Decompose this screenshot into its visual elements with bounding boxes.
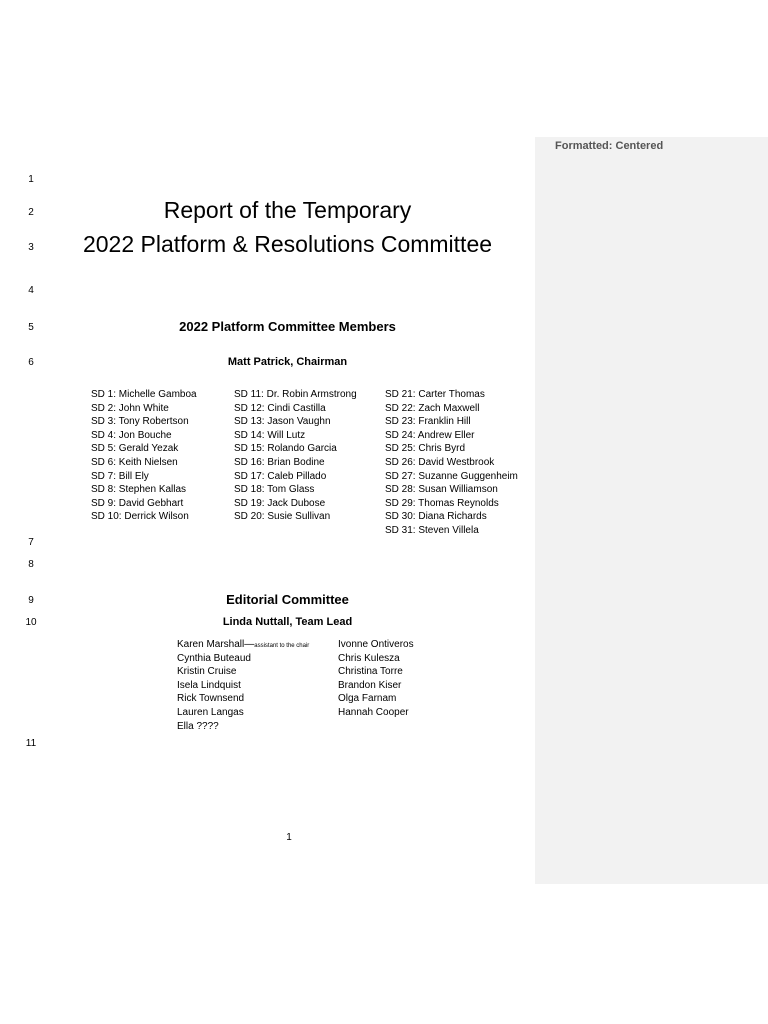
line-number: 10 <box>25 617 37 628</box>
editorial-member: Olga Farnam <box>338 693 397 705</box>
member-entry: SD 4: Jon Bouche <box>91 429 172 441</box>
editorial-member: Brandon Kiser <box>338 679 402 691</box>
line-number: 2 <box>28 207 34 218</box>
member-entry: SD 7: Bill Ely <box>91 470 149 482</box>
member-entry: SD 3: Tony Robertson <box>91 416 189 428</box>
editorial-member: Cynthia Buteaud <box>177 652 251 664</box>
document-title-line-1: Report of the Temporary <box>163 197 412 223</box>
member-entry: SD 14: Will Lutz <box>234 429 306 441</box>
line-number: 4 <box>28 285 34 296</box>
editorial-member: Ella ???? <box>177 720 219 732</box>
editorial-column-2 <box>338 638 414 720</box>
member-entry: SD 1: Michelle Gamboa <box>91 389 197 400</box>
member-entry: SD 23: Franklin Hill <box>385 416 471 428</box>
editorial-member: Rick Townsend <box>177 693 245 705</box>
editorial-committee-heading: Editorial Committee <box>226 592 349 607</box>
member-entry: SD 10: Derrick Wilson <box>91 511 189 523</box>
page-number: 1 <box>286 832 292 843</box>
editorial-member: Christina Torre <box>338 666 403 678</box>
member-entry: SD 30: Diana Richards <box>385 511 487 523</box>
comment-label: Formatted: Centered <box>555 140 664 152</box>
line-number: 1 <box>28 174 34 185</box>
editorial-member: Kristin Cruise <box>177 666 237 678</box>
member-entry: SD 15: Rolando Garcia <box>234 443 337 455</box>
members-column-2 <box>234 388 357 524</box>
line-number: 11 <box>25 738 37 749</box>
line-number: 7 <box>28 537 34 548</box>
line-number: 9 <box>28 595 34 606</box>
editorial-member: Isela Lindquist <box>177 679 241 691</box>
line-number: 5 <box>28 322 34 333</box>
member-entry: SD 22: Zach Maxwell <box>385 402 480 414</box>
member-entry: SD 2: John White <box>91 402 169 414</box>
member-entry: SD 25: Chris Byrd <box>385 443 466 455</box>
member-entry: SD 12: Cindi Castilla <box>234 402 326 414</box>
member-entry: SD 17: Caleb Pillado <box>234 470 327 482</box>
member-entry: SD 13: Jason Vaughn <box>234 416 331 428</box>
document-title-line-2: 2022 Platform & Resolutions Committee <box>82 231 493 257</box>
member-entry: SD 28: Susan Williamson <box>385 484 498 496</box>
line-number: 6 <box>28 357 34 368</box>
platform-committee-heading: 2022 Platform Committee Members <box>179 319 396 334</box>
member-entry: SD 24: Andrew Eller <box>385 429 475 441</box>
editorial-member-name: Karen Marshall— <box>177 639 255 650</box>
line-number: 8 <box>28 559 34 570</box>
member-entry: SD 27: Suzanne Guggenheim <box>385 470 518 482</box>
member-entry: SD 16: Brian Bodine <box>234 456 325 468</box>
member-entry: SD 19: Jack Dubose <box>234 497 326 509</box>
editorial-member: Ivonne Ontiveros <box>338 639 414 650</box>
assistant-note: assistant to the chair <box>254 643 310 649</box>
member-entry: SD 26: David Westbrook <box>385 456 495 468</box>
member-entry: SD 31: Steven Villela <box>385 524 479 536</box>
editorial-member: Lauren Langas <box>177 706 244 718</box>
member-entry: SD 20: Susie Sullivan <box>234 511 331 523</box>
member-entry: SD 8: Stephen Kallas <box>91 484 187 496</box>
member-entry: SD 11: Dr. Robin Armstrong <box>234 389 357 400</box>
editorial-column-1 <box>177 638 309 733</box>
member-entry: SD 9: David Gebhart <box>91 497 184 509</box>
editorial-member: Chris Kulesza <box>338 652 400 664</box>
members-column-1 <box>91 388 197 524</box>
comment-pane <box>535 137 768 884</box>
member-entry: SD 18: Tom Glass <box>234 484 315 496</box>
member-entry: SD 6: Keith Nielsen <box>91 456 178 468</box>
team-lead-line: Linda Nuttall, Team Lead <box>222 616 353 628</box>
editorial-member: Hannah Cooper <box>338 706 409 718</box>
line-number: 3 <box>28 242 34 253</box>
member-entry: SD 5: Gerald Yezak <box>91 443 179 455</box>
member-entry: SD 29: Thomas Reynolds <box>385 497 499 509</box>
member-entry: SD 21: Carter Thomas <box>385 389 485 400</box>
members-column-3 <box>385 388 518 538</box>
chairman-line: Matt Patrick, Chairman <box>227 356 348 368</box>
editorial-member <box>177 638 309 652</box>
